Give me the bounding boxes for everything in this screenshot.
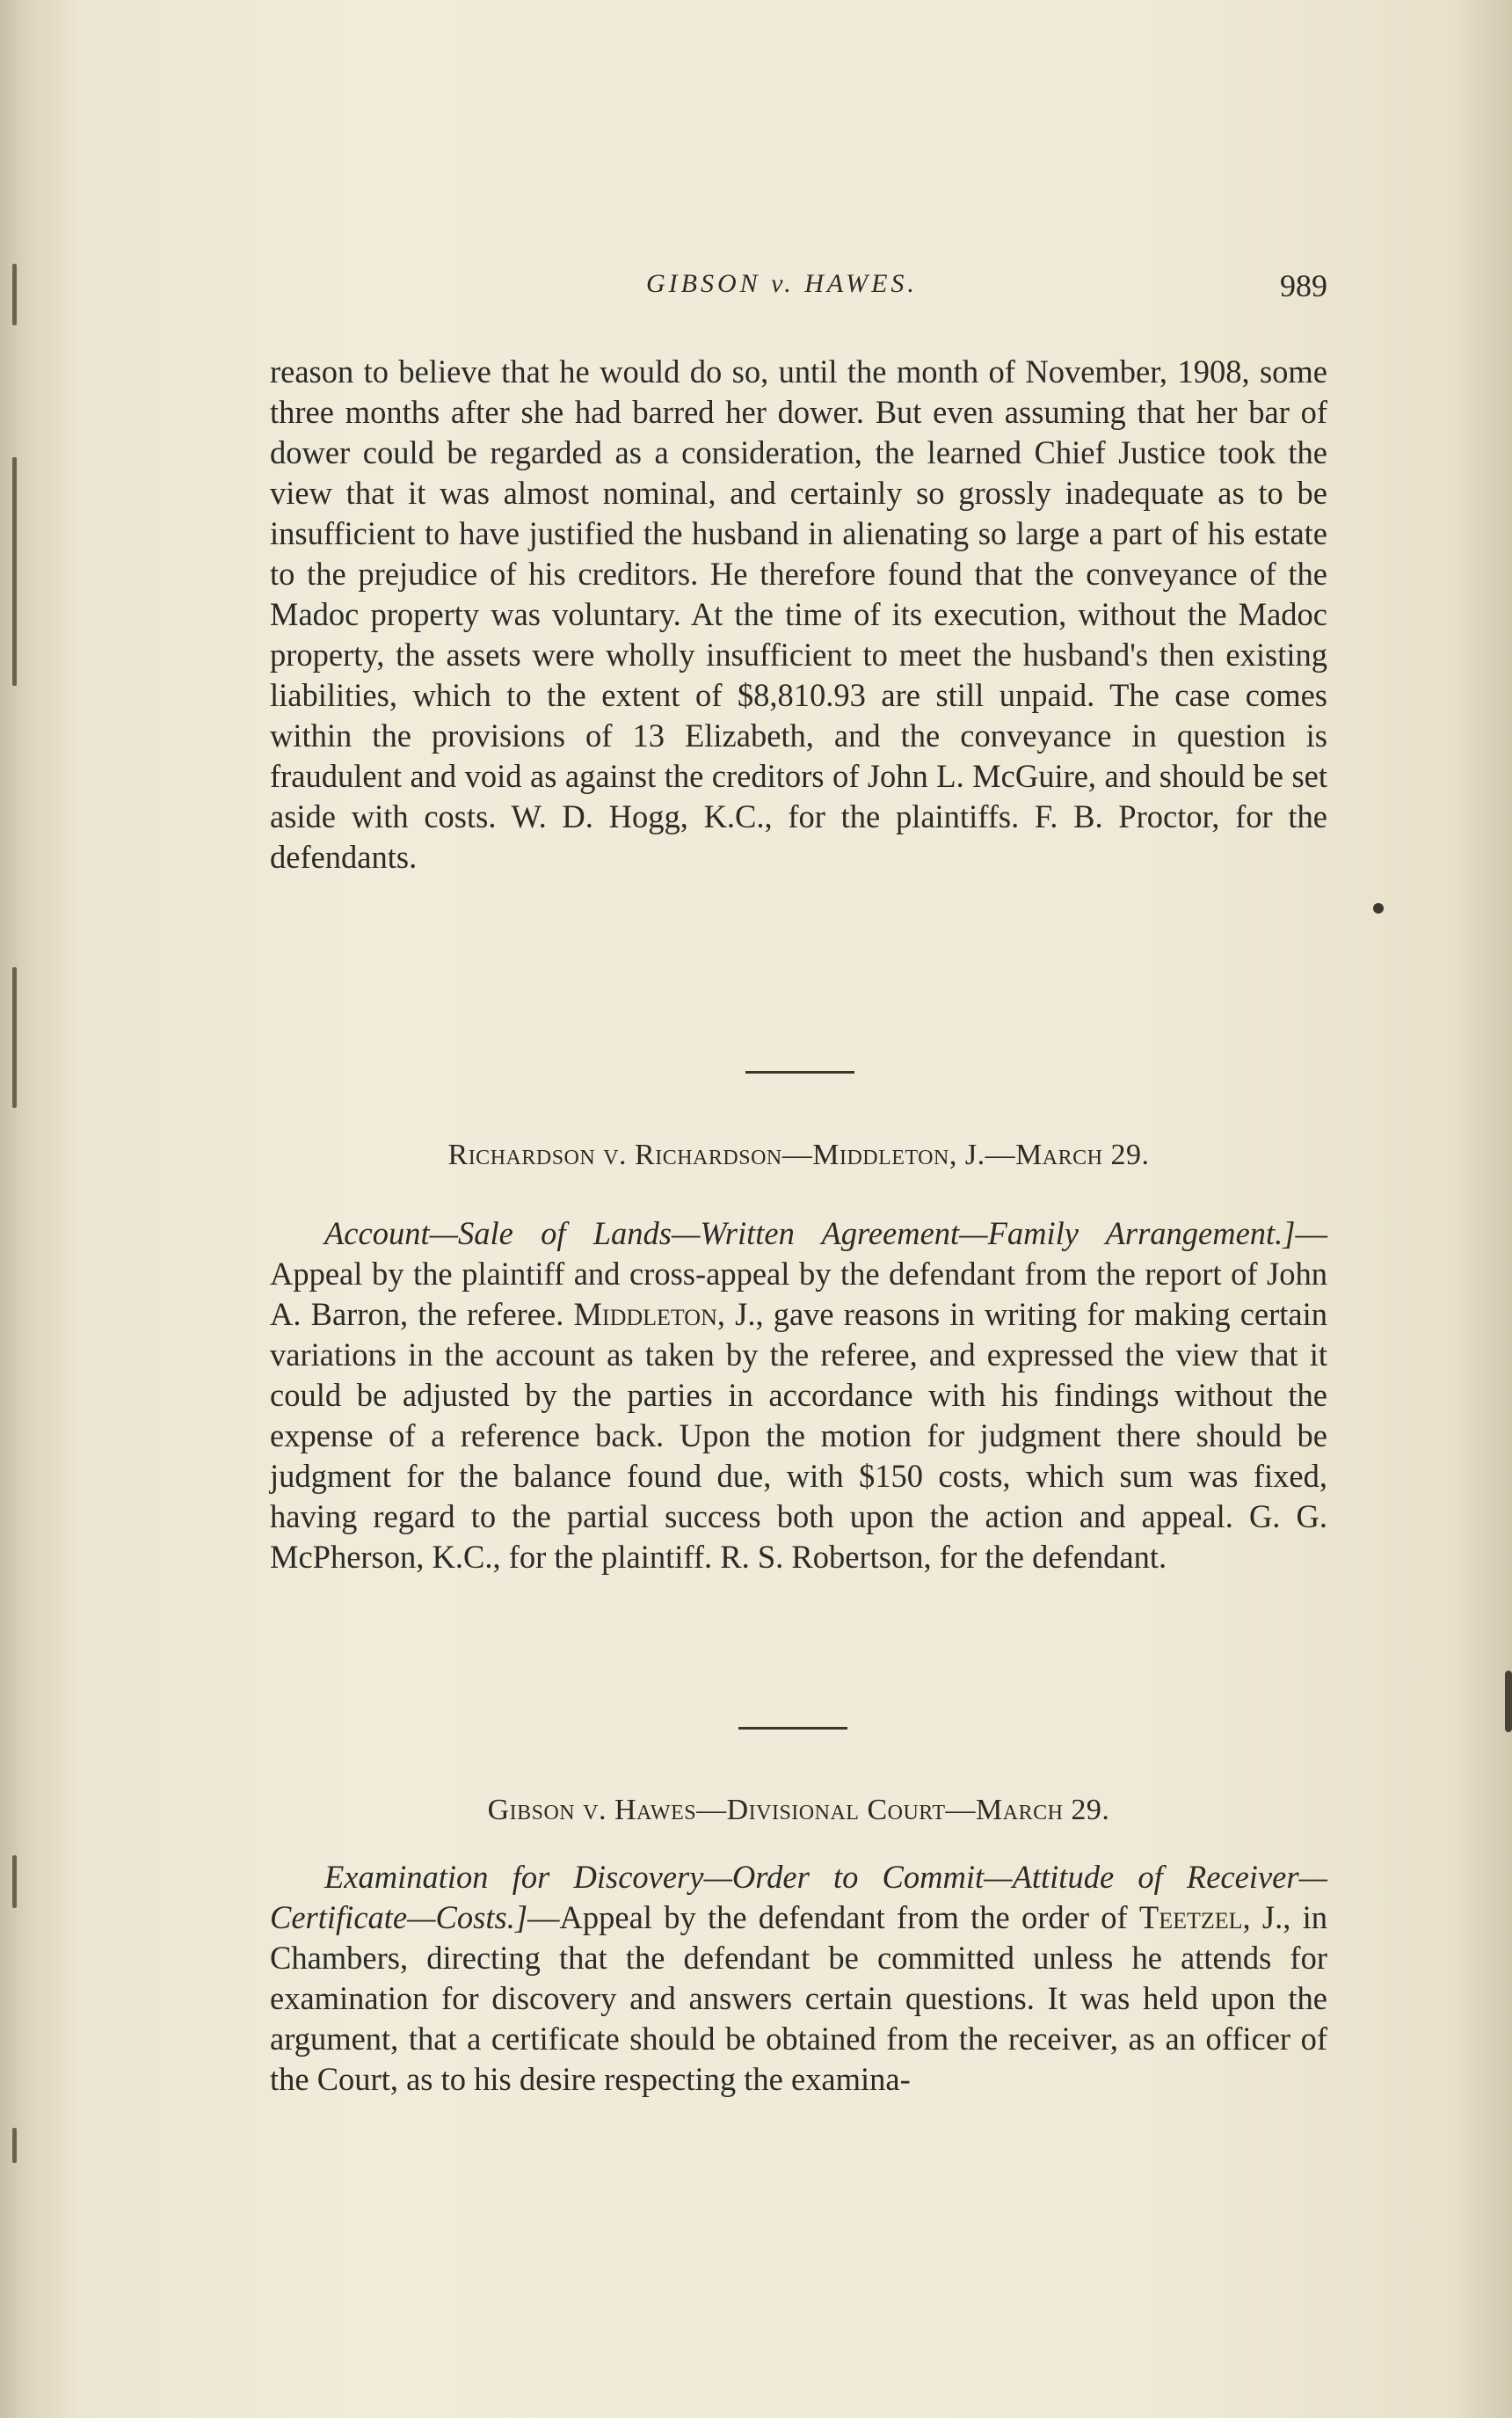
running-title: GIBSON v. HAWES.: [646, 269, 918, 298]
case-paragraph: [270, 1213, 1327, 1577]
paragraph: reason to believe that he would do so, until the month of November, 1908, some three months after she had barred her dower. But even assuming that her bar of dower could be regarded as a consideration, the learned Chief Justice took the view that it was almost nominal, and certainly so grossly inadequate as to be insufficient to have justified the husband in alienating so large a part of his estate to the prejudice of his creditors. He therefore found that the conveyance of the Madoc property was voluntary. At the time of its execution, without the Madoc property, the assets were wholly insufficient to meet the husband's then existing liabilities, which to the extent of $8,810.93 are still unpaid. The case comes within the provisions of 13 Elizabeth, and the conveyance in question is fraudulent and void as against the creditors of John L. McGuire, and should be set aside with costs. W. D. Hogg, K.C., for the plaintiffs. F. B. Proctor, for the defendants.: [270, 353, 1327, 875]
case-report-richardson: [270, 1213, 1327, 1577]
judge-name: Teetzel: [1138, 1899, 1243, 1935]
catchwords: Account—Sale of Lands—Written Agreement—Family Arrangement.]: [324, 1215, 1296, 1251]
binding-mark: [12, 264, 17, 325]
case-paragraph: [270, 1857, 1327, 2100]
judge-name: Middleton: [573, 1296, 717, 1332]
continued-judgment: [270, 352, 1327, 878]
page-number: 989: [1280, 268, 1327, 303]
case-body-intro: —Appeal by the plaintiff and cross-appeal by the defendant from the report of John A. Barron, the referee.: [270, 1215, 1327, 1332]
ink-fleck: [1373, 903, 1384, 914]
running-head: [264, 269, 1327, 313]
binding-mark: [12, 967, 17, 1108]
binding-mark: [12, 2128, 17, 2163]
case-body: , J., gave reasons in writing for making certain variations in the account as taken by the referee, and expressed the view that it could be adjusted by the parties in accordance with his findings without the expense of a reference back. Upon the motion for judgment there should be judgment for the balance found due, with $150 costs, which sum was fixed, having regard to the partial success both upon the action and appeal. G. G. McPherson, K.C., for the plaintiff. R. S. Robertson, for the defendant.: [270, 1296, 1327, 1575]
case-body: , J., in Chambers, directing that the defendant be committed unless he attends for examination for discovery and answers certain questions. It was held upon the argument, that a certificate should be obtained from the receiver, as an officer of the Court, as to his desire respecting the examina-: [270, 1899, 1327, 2097]
catchwords: Examination for Discovery—Order to Commit—Attitude of Receiver—Certificate—Costs.]: [270, 1859, 1327, 1935]
binding-mark: [12, 1855, 17, 1908]
page-edge-mark: [1505, 1671, 1512, 1732]
case-heading-gibson: Gibson v. Hawes—Divisional Court—March 29.: [487, 1794, 1110, 1826]
section-divider: [745, 1071, 854, 1074]
binding-mark: [12, 457, 17, 686]
case-body-intro: —Appeal by the defendant from the order of: [527, 1899, 1139, 1935]
case-report-gibson: [270, 1857, 1327, 2100]
case-heading-richardson: Richardson v. Richardson—Middleton, J.—March 29.: [447, 1139, 1150, 1171]
section-divider: [738, 1727, 847, 1730]
